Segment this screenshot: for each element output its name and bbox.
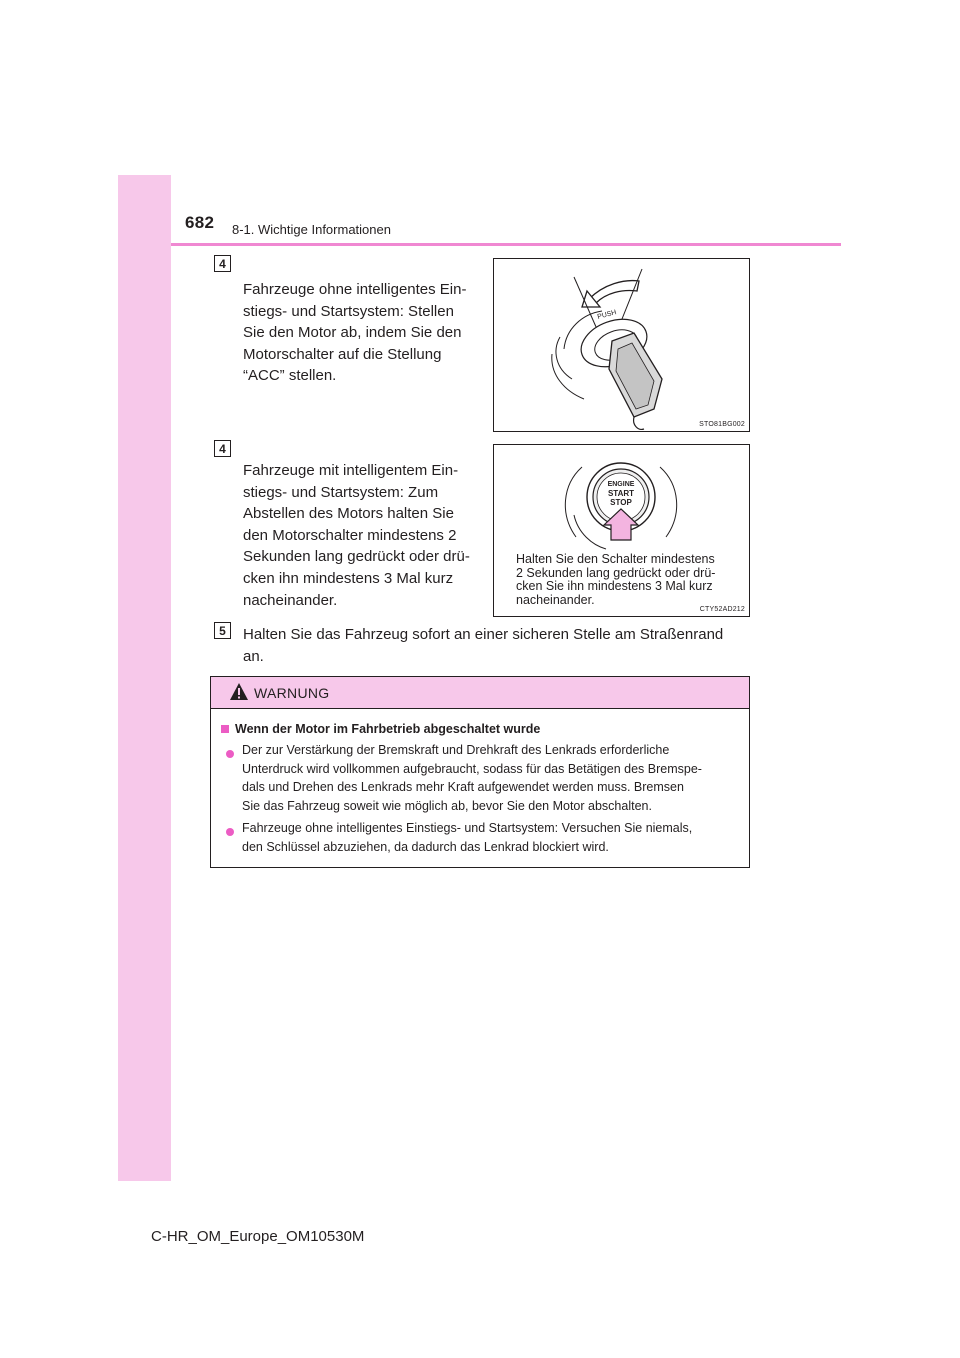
key-ignition-illustration [494, 259, 751, 433]
warning-box [210, 676, 750, 868]
step-marker: 5 [214, 622, 231, 639]
start-label: START [607, 489, 635, 498]
circle-bullet-icon [226, 750, 234, 758]
document-footer: C-HR_OM_Europe_OM10530M [151, 1228, 365, 1245]
warning-heading: Wenn der Motor im Fahrbetrieb abgeschaltet wurde [221, 722, 540, 736]
figure-code: STO81BG002 [699, 421, 745, 428]
step-text: Fahrzeuge ohne intelligentes Ein- stiegs- und Startsystem: Stellen Sie den Motor ab, indem Sie den Motorschalter auf die Stellung “ACC” stellen. [243, 281, 467, 385]
warning-title: WARNUNG [254, 685, 330, 701]
warning-bullet: Der zur Verstärkung der Bremskraft und Drehkraft des Lenkrads erforderliche Unterdruck wird vollkommen aufgebraucht, sodass für das Betätigen des Bremspe- dals und Drehen des Lenkrads mehr Kraft aufgewendet werden muss. Bremsen Sie das Fahrzeug soweit wie möglich ab, bevor Sie den Motor abschalten. [242, 743, 702, 813]
header-rule [171, 243, 841, 246]
figure-caption: Halten Sie den Schalter mindestens 2 Sekunden lang gedrückt oder drü- cken Sie ihn mindestens 3 Mal kurz nacheinander. [516, 552, 716, 607]
engine-button-figure [493, 444, 750, 617]
page-number: 682 [185, 213, 215, 232]
key-ignition-figure [493, 258, 750, 432]
step-marker: 4 [214, 255, 231, 272]
stop-label: STOP [610, 498, 632, 507]
warning-header [211, 677, 749, 709]
square-bullet-icon [221, 725, 229, 733]
push-label: PUSH [596, 309, 618, 321]
warning-bullet: Fahrzeuge ohne intelligentes Einstiegs- und Startsystem: Versuchen Sie niemals, den Schlüssel abzuziehen, da dadurch das Lenkrad blockiert wird. [242, 821, 693, 854]
figure-code: CTY52AD212 [699, 606, 745, 613]
warning-triangle-icon [229, 682, 249, 701]
engine-label: ENGINE [607, 481, 635, 488]
side-tab-band [118, 175, 171, 1181]
step-text: Fahrzeuge mit intelligentem Ein- stiegs- und Startsystem: Zum Abstellen des Motors halten Sie den Motorschalter mindestens 2 Sekunden lang gedrückt oder drü- cken ihn mindestens 3 Mal kurz nacheinander. [243, 462, 470, 609]
step-text: Halten Sie das Fahrzeug sofort an einer sicheren Stelle am Straßenrand an. [243, 626, 724, 665]
circle-bullet-icon [226, 828, 234, 836]
section-title: 8-1. Wichtige Informationen [232, 222, 391, 237]
step-marker: 4 [214, 440, 231, 457]
